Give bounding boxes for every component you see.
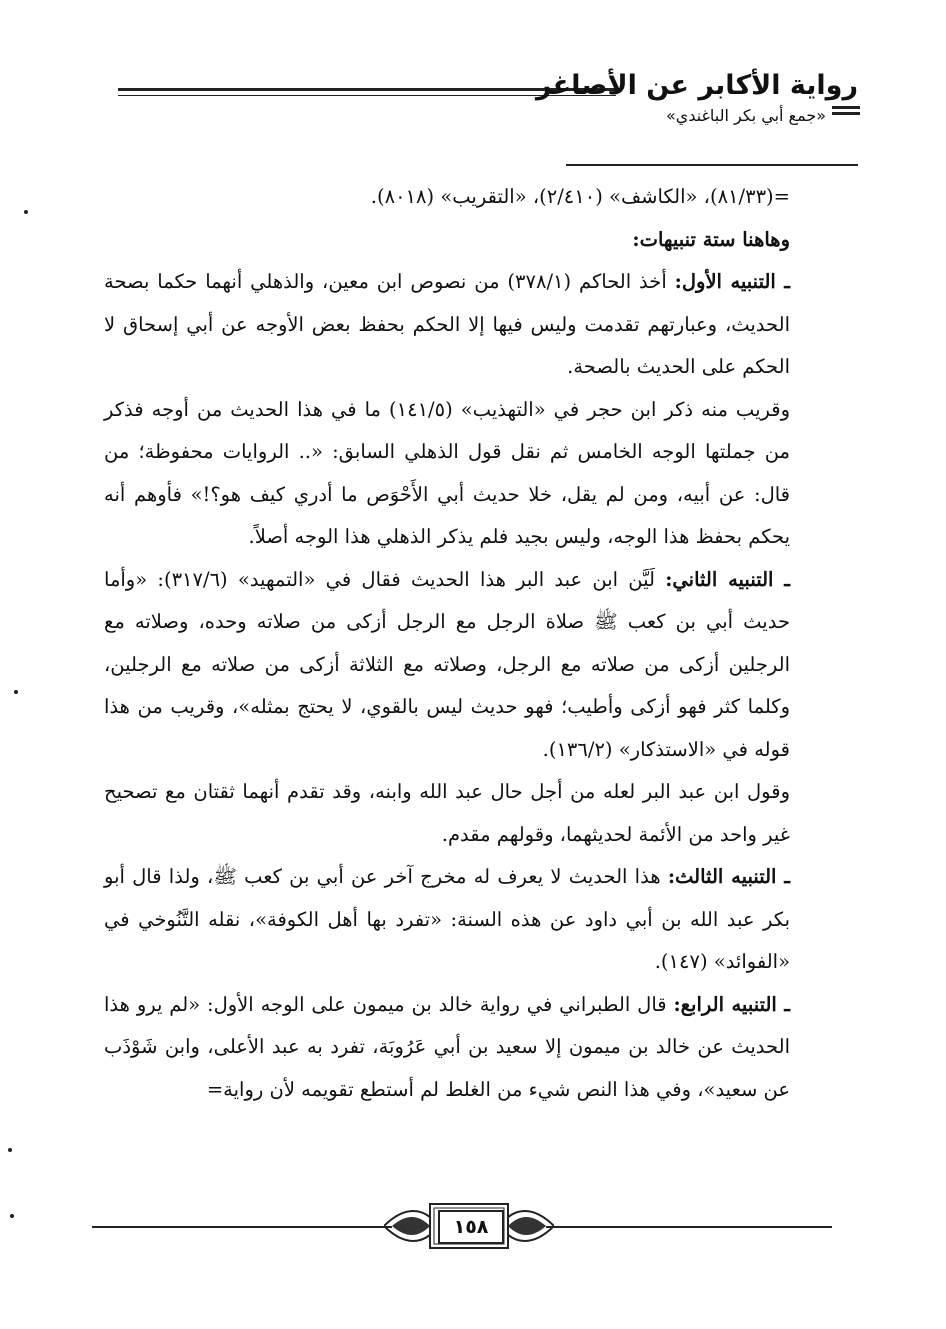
section-heading: وهاهنا ستة تنبيهات: [632, 227, 790, 251]
paragraph-note-2 [104, 559, 790, 772]
page-footer [0, 1198, 946, 1258]
note-text: أخذ الحاكم (٣٧٨/١) من نصوص ابن معين، والذهلي أنهما حكما بصحة الحديث، وعبارتهم تقدمت وليس فيها إلا الحكم بحفظ بعض الأوجه عن أبي إسحاق لا الحكم على الحديث بالصحة. [104, 270, 790, 378]
note-text: هذا الحديث لا يعرف له مخرج آخر عن أبي بن كعب ﷺ، ولذا قال أبو بكر عبد الله بن أبي داود عن هذه السنة: «تفرد بها أهل الكوفة»، نقله التَّنُوخي في «الفوائد» (١٤٧). [104, 865, 790, 973]
note-text: لَيَّن ابن عبد البر هذا الحديث فقال في «التمهيد» (٣١٧/٦): «وأما حديث أبي بن كعب ﷺ صلاة الرجل مع الرجل أزكى من صلاته وحده، وصلاته مع الرجلين أزكى من صلاته مع الرجل، وصلاته مع الثلاثة أزكى من صلاته مع الرجلين، وكلما كثر فهو أزكى وأطيب؛ فهو حديث ليس بالقوي، لا يحتج بمثله»، وقريب من هذا قوله في «الاستذكار» (١٣٦/٢). [104, 567, 790, 761]
running-header [0, 62, 946, 132]
page-body [104, 176, 790, 1111]
note-lead: ـ التنبيه الأول: [674, 270, 791, 293]
paragraph-note-1 [104, 261, 790, 389]
note-text: قال الطبراني في رواية خالد بن ميمون على الوجه الأول: «لم يرو هذا الحديث عن خالد بن ميمون إلا سعيد بن أبي عَرُوبَة، تفرد به عبد الأعلى، وابن شَوْذَب عن سعيد»، وفي هذا النص شيء من الغلط لم أستطع تقويمه لأن رواية= [104, 992, 790, 1101]
footnote-continuation: =(٨١/٣٣)، «الكاشف» (٢/٤١٠)، «التقريب» (٨٠١٨). [370, 185, 790, 208]
scan-speck [24, 210, 28, 214]
scan-speck [14, 690, 18, 694]
header-rule-right [832, 106, 860, 109]
book-subtitle: «جمع أبي بكر الباغندي» [666, 106, 826, 125]
note-lead: ـ التنبيه الثاني: [665, 567, 790, 591]
header-rule-right-2 [832, 112, 860, 115]
paragraph: وقول ابن عبد البر لعله من أجل حال عبد الله وابنه، وقد تقدم أنهما ثقتان مع تصحيح غير واحد من الأئمة لحديثهما، وقولهم مقدم. [104, 780, 790, 846]
page-number: ١٥٨ [438, 1210, 504, 1244]
paragraph-note-3 [104, 856, 790, 984]
note-lead: ـ التنبيه الرابع: [673, 992, 791, 1016]
scan-speck [8, 1148, 12, 1152]
footer-rule-left [92, 1226, 392, 1228]
footer-rule-right [546, 1226, 832, 1228]
footnote-separator [566, 164, 858, 166]
paragraph: وقريب منه ذكر ابن حجر في «التهذيب» (١٤١/٥) ما في هذا الحديث من أوجه فذكر من جملتها الوجه الخامس ثم نقل قول الذهلي السابق: «.. الروايات محفوظة؛ من قال: عن أبيه، ومن لم يقل، خلا حديث أبي الأَحْوَص ما أدري كيف هو؟!» فأوهم أنه يحكم بحفظ هذا الوجه، وليس بجيد فلم يذكر الذهلي هذا الوجه أصلاً. [104, 397, 790, 548]
note-lead: ـ التنبيه الثالث: [667, 865, 790, 888]
book-title: رواية الأكابر عن الأصاغر [536, 70, 858, 101]
paragraph-note-4 [104, 984, 790, 1112]
